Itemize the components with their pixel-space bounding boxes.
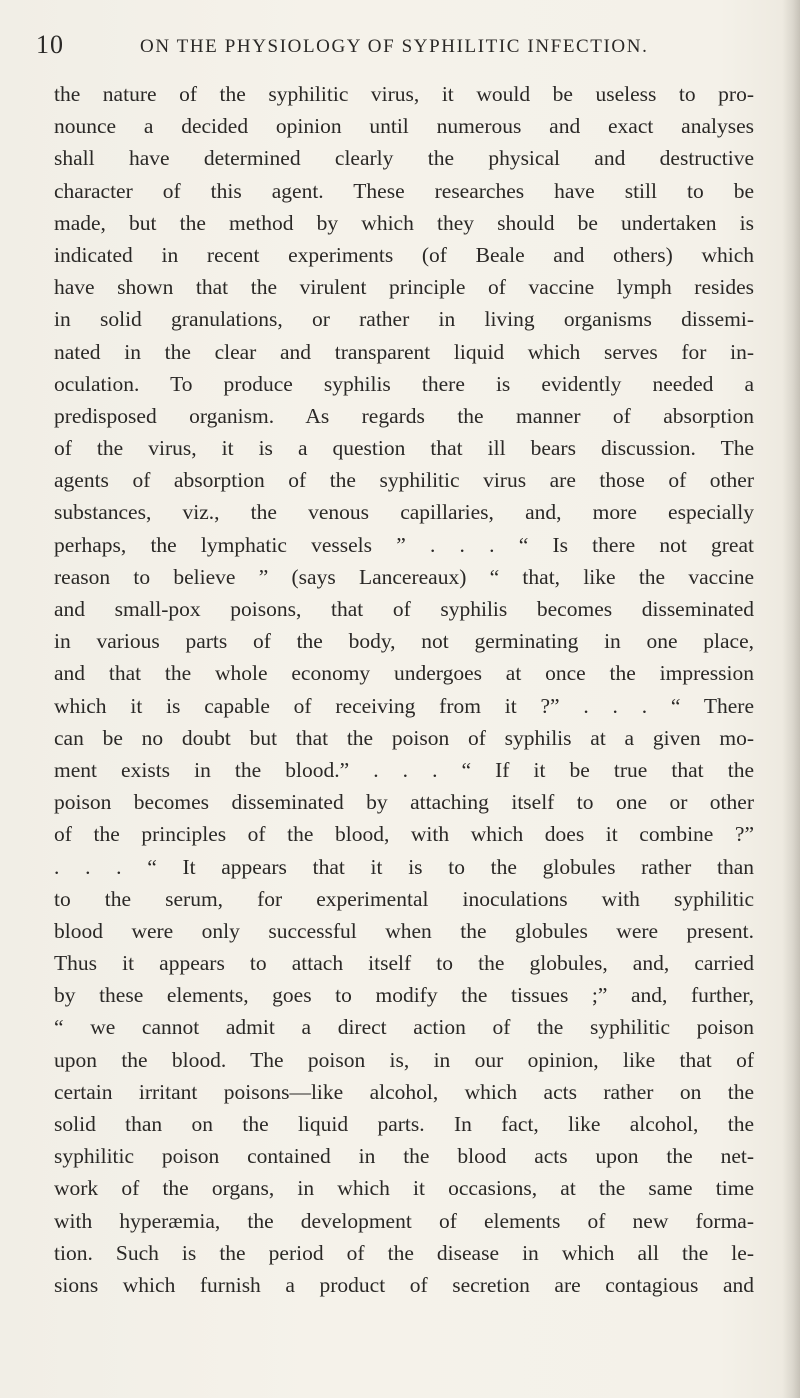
text-line: Thus it appears to attach itself to the globules, and, carried xyxy=(54,951,754,976)
text-line: the nature of the syphilitic virus, it would be useless to pro- xyxy=(54,82,754,106)
text-line: . . . “ It appears that it is to the globules rather than xyxy=(54,854,754,879)
text-line: oculation. To produce syphilis there is evidently needed a xyxy=(54,371,754,396)
text-line: “ we cannot admit a direct action of the syphilitic poison xyxy=(54,1015,754,1040)
text-line: work of the organs, in which it occasions, at the same time xyxy=(54,1176,754,1201)
page-number: 10 xyxy=(36,30,64,59)
text-line: blood were only successful when the globules were present. xyxy=(54,918,754,943)
text-line: tion. Such is the period of the disease in which all the le- xyxy=(54,1240,754,1265)
text-line: by these elements, goes to modify the tissues ;” and, further, xyxy=(54,983,754,1008)
text-line: can be no doubt but that the poison of syphilis at a given mo- xyxy=(54,725,754,750)
text-line: in various parts of the body, not germinating in one place, xyxy=(54,629,754,654)
text-line: of the virus, it is a question that ill bears discussion. The xyxy=(54,436,754,461)
text-line: perhaps, the lymphatic vessels ” . . . “ Is there not great xyxy=(54,532,754,557)
text-line: reason to believe ” (says Lancereaux) “ that, like the vaccine xyxy=(54,564,754,589)
text-line: solid than on the liquid parts. In fact, like alcohol, the xyxy=(54,1112,754,1136)
text-line: which it is capable of receiving from it ?” . . . “ There xyxy=(54,693,754,718)
text-line: substances, viz., the venous capillaries, and, more especially xyxy=(54,500,754,525)
text-line: shall have determined clearly the physical and destructive xyxy=(54,146,754,171)
text-line: indicated in recent experiments (of Beale and others) which xyxy=(54,242,754,267)
text-line: syphilitic poison contained in the blood acts upon the net- xyxy=(54,1144,754,1169)
text-line: in solid granulations, or rather in living organisms dissemi- xyxy=(54,307,754,332)
text-line: upon the blood. The poison is, in our opinion, like that of xyxy=(54,1047,754,1072)
text-line: have shown that the virulent principle of vaccine lymph resides xyxy=(54,275,754,300)
text-line: poison becomes disseminated by attaching itself to one or other xyxy=(54,790,754,815)
text-line: and small-pox poisons, that of syphilis becomes disseminated xyxy=(54,597,754,621)
body-text xyxy=(54,78,754,1301)
text-line: predisposed organism. As regards the manner of absorption xyxy=(54,403,754,428)
text-line: with hyperæmia, the development of elements of new forma- xyxy=(54,1208,754,1233)
running-head xyxy=(36,30,770,60)
text-line: certain irritant poisons—like alcohol, which acts rather on the xyxy=(54,1079,754,1104)
text-line: of the principles of the blood, with which does it combine ?” xyxy=(54,822,754,847)
text-line: and that the whole economy undergoes at once the impression xyxy=(54,661,754,686)
text-line: made, but the method by which they should be undertaken is xyxy=(54,210,754,235)
text-line: nated in the clear and transparent liquid which serves for in- xyxy=(54,339,754,364)
text-line: to the serum, for experimental inoculations with syphilitic xyxy=(54,886,754,911)
text-line: agents of absorption of the syphilitic virus are those of other xyxy=(54,468,754,493)
running-title: ON THE PHYSIOLOGY OF SYPHILITIC INFECTION. xyxy=(140,36,649,57)
text-line: sions which furnish a product of secretion are contagious and xyxy=(54,1272,754,1297)
text-line: ment exists in the blood.” . . . “ If it be true that the xyxy=(54,757,754,782)
page-edge-shadow xyxy=(782,0,800,1398)
text-line: nounce a decided opinion until numerous and exact analyses xyxy=(54,114,754,139)
text-line: character of this agent. These researches have still to be xyxy=(54,178,754,203)
